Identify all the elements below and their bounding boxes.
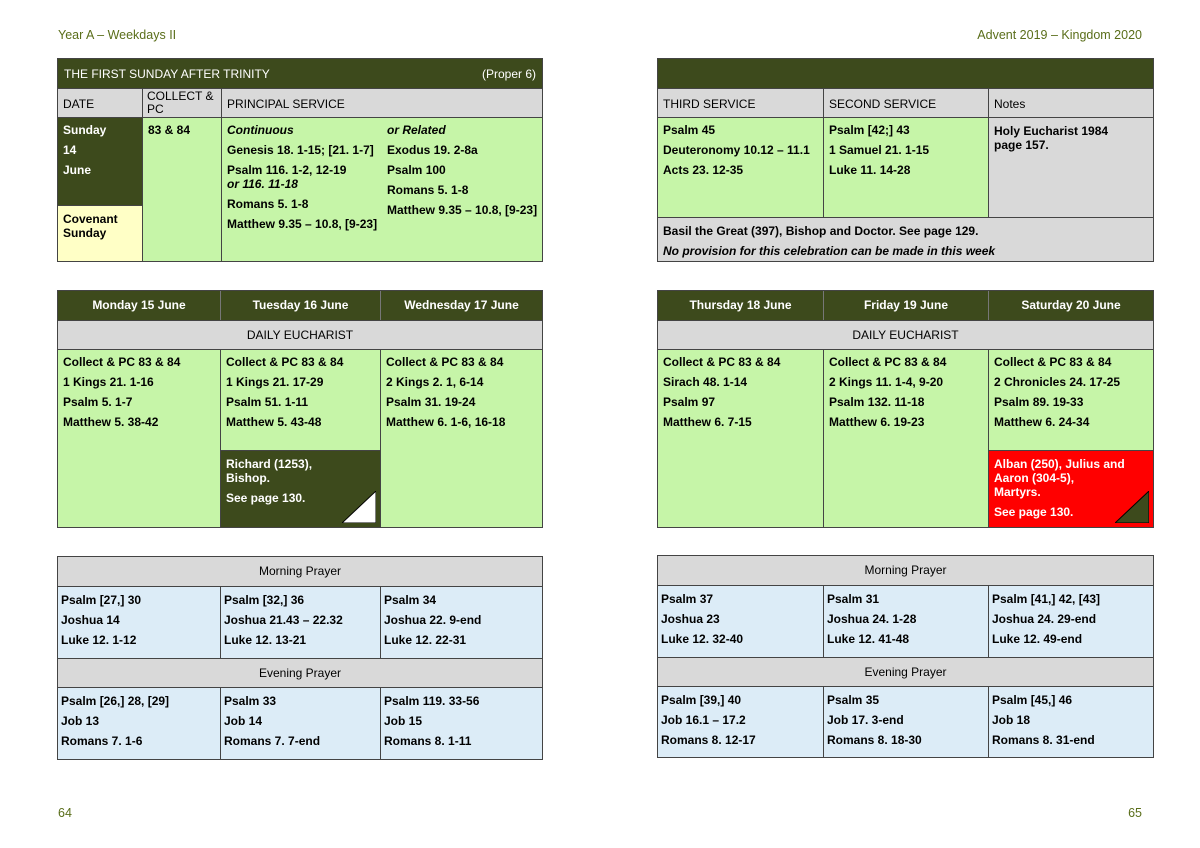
continuous-label: Continuous	[227, 123, 294, 137]
third-reading-1: Psalm 45	[663, 123, 716, 137]
ep-thursday-ot: Job 16.1 – 17.2	[661, 713, 746, 727]
ep-wednesday-nt: Romans 8. 1-11	[384, 734, 472, 748]
ep-monday-nt: Romans 7. 1-6	[61, 734, 143, 748]
second-service-cell	[824, 117, 989, 217]
thursday-collect: Collect & PC 83 & 84	[663, 355, 781, 369]
related-reading-4: Matthew 9.35 – 10.8, [9-23]	[387, 203, 538, 217]
friday-readings-cell	[824, 349, 989, 527]
monday-collect: Collect & PC 83 & 84	[63, 355, 181, 369]
collect-value: 83 & 84	[148, 123, 191, 137]
day-header-saturday: Saturday 20 June	[989, 291, 1153, 320]
alban-title: Martyrs.	[994, 485, 1041, 499]
tuesday-reading-1: 1 Kings 21. 17-29	[226, 375, 324, 389]
ep-tuesday-ot: Job 14	[224, 714, 263, 728]
mp-monday-nt: Luke 12. 1-12	[61, 633, 137, 647]
wednesday-readings-cell	[381, 349, 542, 527]
evening-prayer-band-left: Evening Prayer	[58, 658, 542, 687]
alban-companions: Aaron (304-5),	[994, 471, 1075, 485]
ep-friday-nt: Romans 8. 18-30	[827, 733, 922, 747]
no-provision-note: No provision for this celebration can be made in this week	[663, 244, 996, 258]
day-header-friday: Friday 19 June	[824, 291, 989, 320]
monday-reading-1: 1 Kings 21. 1-16	[63, 375, 154, 389]
daily-eucharist-band-right: DAILY EUCHARIST	[658, 320, 1153, 349]
mp-monday-cell	[58, 586, 221, 658]
date-line-number: 14	[63, 143, 77, 157]
saturday-reading-1: 2 Chronicles 24. 17-25	[994, 375, 1121, 389]
sunday-table-right	[657, 58, 1154, 262]
mp-thursday-nt: Luke 12. 32-40	[661, 632, 744, 646]
ep-friday-cell	[824, 686, 989, 757]
notes-cell	[989, 117, 1153, 217]
ep-wednesday-ot: Job 15	[384, 714, 423, 728]
page-turn-corner-icon	[342, 491, 376, 523]
day-header-thursday: Thursday 18 June	[658, 291, 824, 320]
monday-gospel: Matthew 5. 38-42	[63, 415, 159, 429]
sunday-title-bar	[58, 59, 542, 88]
sunday-date-cell	[58, 117, 143, 205]
tuesday-readings-cell	[221, 349, 381, 450]
related-readings	[387, 123, 542, 223]
richard-name: Richard (1253),	[226, 457, 313, 471]
principal-service-cell	[222, 117, 542, 261]
third-col-header	[658, 88, 824, 117]
continuous-readings	[227, 123, 382, 237]
ep-tuesday-nt: Romans 7. 7-end	[224, 734, 321, 748]
covenant-sunday-cell	[58, 205, 143, 261]
mp-wednesday-ot: Joshua 22. 9-end	[384, 613, 482, 627]
ep-tuesday-cell	[221, 687, 381, 759]
mp-wednesday-psalm: Psalm 34	[384, 593, 437, 607]
mp-tuesday-nt: Luke 12. 13-21	[224, 633, 307, 647]
prayer-table-left	[57, 556, 543, 760]
saturday-collect: Collect & PC 83 & 84	[994, 355, 1112, 369]
thursday-gospel: Matthew 6. 7-15	[663, 415, 752, 429]
running-header-right: Advent 2019 – Kingdom 2020	[977, 28, 1142, 42]
mp-thursday-cell	[658, 585, 824, 657]
date-col-header	[58, 88, 143, 117]
ep-wednesday-cell	[381, 687, 542, 759]
ep-tuesday-psalm: Psalm 33	[224, 694, 277, 708]
date-line-month: June	[63, 163, 92, 177]
wednesday-gospel: Matthew 6. 1-6, 16-18	[386, 415, 506, 429]
ep-monday-cell	[58, 687, 221, 759]
ep-saturday-ot: Job 18	[992, 713, 1031, 727]
related-reading-1: Exodus 19. 2-8a	[387, 143, 478, 157]
notes-col-header	[989, 88, 1153, 117]
related-label: or Related	[387, 123, 446, 137]
mp-wednesday-nt: Luke 12. 22-31	[384, 633, 467, 647]
principal-col-header	[222, 88, 542, 117]
richard-commemoration-cell	[221, 450, 381, 527]
friday-collect: Collect & PC 83 & 84	[829, 355, 947, 369]
third-header-label: THIRD SERVICE	[663, 97, 756, 111]
ep-saturday-nt: Romans 8. 31-end	[992, 733, 1095, 747]
collect-header-label: COLLECT & PC	[147, 89, 214, 116]
saturday-gospel: Matthew 6. 24-34	[994, 415, 1090, 429]
sunday-title: THE FIRST SUNDAY AFTER TRINITY	[64, 67, 270, 81]
covenant-label: Covenant Sunday	[63, 212, 118, 240]
page-turn-corner-icon	[1115, 491, 1149, 523]
ep-saturday-psalm: Psalm [45,] 46	[992, 693, 1073, 707]
mp-saturday-ot: Joshua 24. 29-end	[992, 612, 1097, 626]
tuesday-gospel: Matthew 5. 43-48	[226, 415, 322, 429]
mp-saturday-nt: Luke 12. 49-end	[992, 632, 1083, 646]
second-reading-1: Psalm [42;] 43	[829, 123, 910, 137]
week-table-right	[657, 290, 1154, 528]
prayer-table-right	[657, 555, 1154, 758]
notes-header-label: Notes	[994, 97, 1026, 111]
mp-tuesday-cell	[221, 586, 381, 658]
second-col-header	[824, 88, 989, 117]
friday-gospel: Matthew 6. 19-23	[829, 415, 925, 429]
continuous-reading-1: Genesis 18. 1-15; [21. 1-7]	[227, 143, 374, 157]
tuesday-collect: Collect & PC 83 & 84	[226, 355, 344, 369]
second-reading-3: Luke 11. 14-28	[829, 163, 911, 177]
week-table-left	[57, 290, 543, 528]
monday-psalm: Psalm 5. 1-7	[63, 395, 133, 409]
mp-tuesday-psalm: Psalm [32,] 36	[224, 593, 305, 607]
ep-thursday-cell	[658, 686, 824, 757]
third-reading-2: Deuteronomy 10.12 – 11.1	[663, 143, 810, 157]
collect-cell	[143, 117, 222, 261]
sunday-table-left	[57, 58, 543, 262]
thursday-readings-cell	[658, 349, 824, 527]
commemoration-cell	[658, 217, 1153, 261]
mp-friday-ot: Joshua 24. 1-28	[827, 612, 917, 626]
mp-friday-psalm: Psalm 31	[827, 592, 880, 606]
evening-prayer-band-right: Evening Prayer	[658, 657, 1153, 686]
continuous-reading-2: Psalm 116. 1-2, 12-19	[227, 163, 347, 177]
mp-tuesday-ot: Joshua 21.43 – 22.32	[224, 613, 343, 627]
mp-thursday-ot: Joshua 23	[661, 612, 720, 626]
ep-monday-ot: Job 13	[61, 714, 100, 728]
mp-friday-nt: Luke 12. 41-48	[827, 632, 910, 646]
ep-friday-ot: Job 17. 3-end	[827, 713, 904, 727]
ep-saturday-cell	[989, 686, 1153, 757]
morning-prayer-band-right: Morning Prayer	[658, 556, 1153, 585]
mp-thursday-psalm: Psalm 37	[661, 592, 714, 606]
mp-monday-psalm: Psalm [27,] 30	[61, 593, 142, 607]
ep-thursday-psalm: Psalm [39,] 40	[661, 693, 742, 707]
wednesday-reading-1: 2 Kings 2. 1, 6-14	[386, 375, 484, 389]
ep-wednesday-psalm: Psalm 119. 33-56	[384, 694, 480, 708]
tuesday-psalm: Psalm 51. 1-11	[226, 395, 309, 409]
page-number-left: 64	[58, 806, 72, 820]
sunday-title-bar-right	[658, 59, 1153, 88]
thursday-psalm: Psalm 97	[663, 395, 716, 409]
day-header-monday: Monday 15 June	[58, 291, 221, 320]
mp-wednesday-cell	[381, 586, 542, 658]
third-service-cell	[658, 117, 824, 217]
thursday-reading-1: Sirach 48. 1-14	[663, 375, 748, 389]
collect-col-header	[143, 88, 222, 117]
proper-label: (Proper 6)	[481, 67, 536, 81]
morning-prayer-band-left: Morning Prayer	[58, 557, 542, 586]
day-header-wednesday: Wednesday 17 June	[381, 291, 542, 320]
mp-saturday-cell	[989, 585, 1153, 657]
saturday-psalm: Psalm 89. 19-33	[994, 395, 1084, 409]
saturday-readings-cell	[989, 349, 1153, 450]
continuous-reading-3: Romans 5. 1-8	[227, 197, 309, 211]
alban-see-page: See page 130.	[994, 505, 1074, 519]
richard-see-page: See page 130.	[226, 491, 306, 505]
friday-reading-1: 2 Kings 11. 1-4, 9-20	[829, 375, 944, 389]
monday-readings-cell	[58, 349, 221, 527]
ep-monday-psalm: Psalm [26,] 28, [29]	[61, 694, 170, 708]
wednesday-psalm: Psalm 31. 19-24	[386, 395, 476, 409]
date-header-label: DATE	[63, 97, 95, 111]
daily-eucharist-band-left: DAILY EUCHARIST	[58, 320, 542, 349]
continuous-reading-alt: or 116. 11-18	[227, 177, 298, 191]
ep-friday-psalm: Psalm 35	[827, 693, 880, 707]
ep-thursday-nt: Romans 8. 12-17	[661, 733, 756, 747]
related-reading-2: Psalm 100	[387, 163, 446, 177]
friday-psalm: Psalm 132. 11-18	[829, 395, 925, 409]
mp-monday-ot: Joshua 14	[61, 613, 120, 627]
principal-header-label: PRINCIPAL SERVICE	[227, 97, 345, 111]
running-header-left: Year A – Weekdays II	[58, 28, 177, 42]
richard-title: Bishop.	[226, 471, 270, 485]
basil-text: Basil the Great (397), Bishop and Doctor. See page 129.	[663, 224, 979, 238]
notes-text: Holy Eucharist 1984 page 157.	[994, 124, 1109, 152]
wednesday-collect: Collect & PC 83 & 84	[386, 355, 504, 369]
related-reading-3: Romans 5. 1-8	[387, 183, 469, 197]
continuous-reading-4: Matthew 9.35 – 10.8, [9-23]	[227, 217, 378, 231]
second-reading-2: 1 Samuel 21. 1-15	[829, 143, 930, 157]
date-line-day: Sunday	[63, 123, 107, 137]
day-header-tuesday: Tuesday 16 June	[221, 291, 381, 320]
second-header-label: SECOND SERVICE	[829, 97, 937, 111]
alban-commemoration-cell	[989, 450, 1153, 527]
third-reading-3: Acts 23. 12-35	[663, 163, 744, 177]
page-number-right: 65	[1128, 806, 1142, 820]
mp-saturday-psalm: Psalm [41,] 42, [43]	[992, 592, 1101, 606]
alban-name: Alban (250), Julius and	[994, 457, 1125, 471]
mp-friday-cell	[824, 585, 989, 657]
